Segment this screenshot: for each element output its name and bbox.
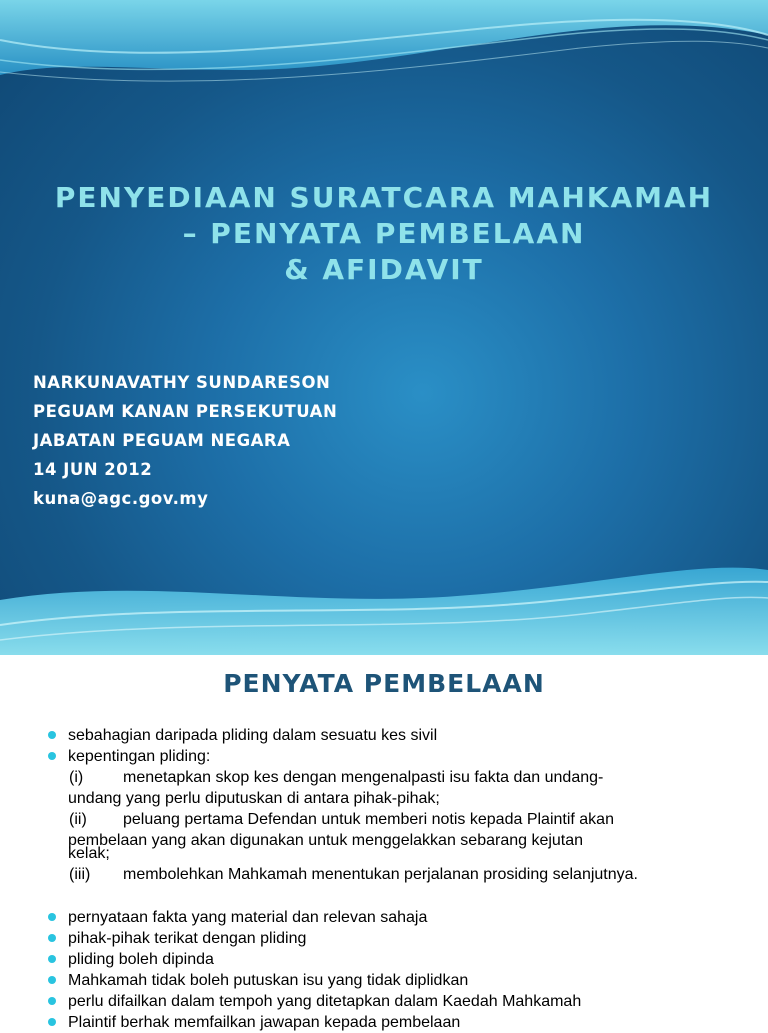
bullet-icon xyxy=(48,731,56,739)
list-item xyxy=(48,1012,748,1033)
sub-item-line: peluang pertama Defendan untuk memberi notis kepada Plaintif akan xyxy=(123,811,614,828)
bullet-icon xyxy=(48,934,56,942)
author-name: NARKUNAVATHY SUNDARESON xyxy=(33,373,331,392)
list-item-text: Plaintif berhak memfailkan jawapan kepada pembelaan xyxy=(68,1014,461,1031)
list-item xyxy=(48,949,748,970)
bullet-icon xyxy=(48,997,56,1005)
sub-item-number: (ii) xyxy=(69,811,87,828)
list-item xyxy=(48,970,748,991)
sub-item xyxy=(48,809,748,864)
bullet-icon xyxy=(48,976,56,984)
list-item xyxy=(48,928,748,949)
list-item xyxy=(48,907,748,928)
presentation-date: 14 JUN 2012 xyxy=(33,460,153,479)
bullet-icon xyxy=(48,1018,56,1026)
list-item-text: Mahkamah tidak boleh putuskan isu yang tidak diplidkan xyxy=(68,972,469,989)
sub-item-line: membolehkan Mahkamah menentukan perjalanan prosiding selanjutnya. xyxy=(123,866,638,883)
sub-item xyxy=(48,767,748,809)
sub-item-number: (iii) xyxy=(69,866,91,883)
content-slide xyxy=(0,655,768,1031)
author-position: PEGUAM KANAN PERSEKUTUAN xyxy=(33,402,338,421)
list-item-text: pliding boleh dipinda xyxy=(68,951,214,968)
title-line: PENYEDIAAN SURATCARA MAHKAMAH xyxy=(54,181,714,214)
bullet-icon xyxy=(48,913,56,921)
sub-item-line: undang yang perlu diputuskan di antara pihak-pihak; xyxy=(68,790,440,807)
sub-item xyxy=(48,864,748,885)
list-item xyxy=(48,746,748,767)
slide-heading: PENYATA PEMBELAAN xyxy=(223,669,545,698)
bullet-list xyxy=(48,725,748,1033)
slide-title xyxy=(0,180,768,288)
title-line: – PENYATA PEMBELAAN xyxy=(182,217,586,250)
sub-item-line: menetapkan skop kes dengan mengenalpasti isu fakta dan undang- xyxy=(123,769,604,786)
author-block xyxy=(33,368,337,513)
author-department: JABATAN PEGUAM NEGARA xyxy=(33,431,291,450)
bullet-icon xyxy=(48,752,56,760)
bullet-icon xyxy=(48,955,56,963)
list-item xyxy=(48,725,748,746)
author-email: kuna@agc.gov.my xyxy=(33,489,209,508)
sub-item-line: pembelaan yang akan digunakan untuk menggelakkan sebarang kejutan xyxy=(68,832,584,849)
sub-item-line: kelak; xyxy=(68,845,110,862)
list-item-text: sebahagian daripada pliding dalam sesuatu kes sivil xyxy=(68,727,438,744)
list-item-text: pihak-pihak terikat dengan pliding xyxy=(68,930,307,947)
list-item-text: perlu difailkan dalam tempoh yang ditetapkan dalam Kaedah Mahkamah xyxy=(68,993,582,1010)
title-line: & AFIDAVIT xyxy=(284,253,484,286)
list-item xyxy=(48,991,748,1012)
sub-item-number: (i) xyxy=(69,769,84,786)
list-item-text: kepentingan pliding: xyxy=(68,748,211,765)
list-item-text: pernyataan fakta yang material dan relevan sahaja xyxy=(68,909,428,926)
